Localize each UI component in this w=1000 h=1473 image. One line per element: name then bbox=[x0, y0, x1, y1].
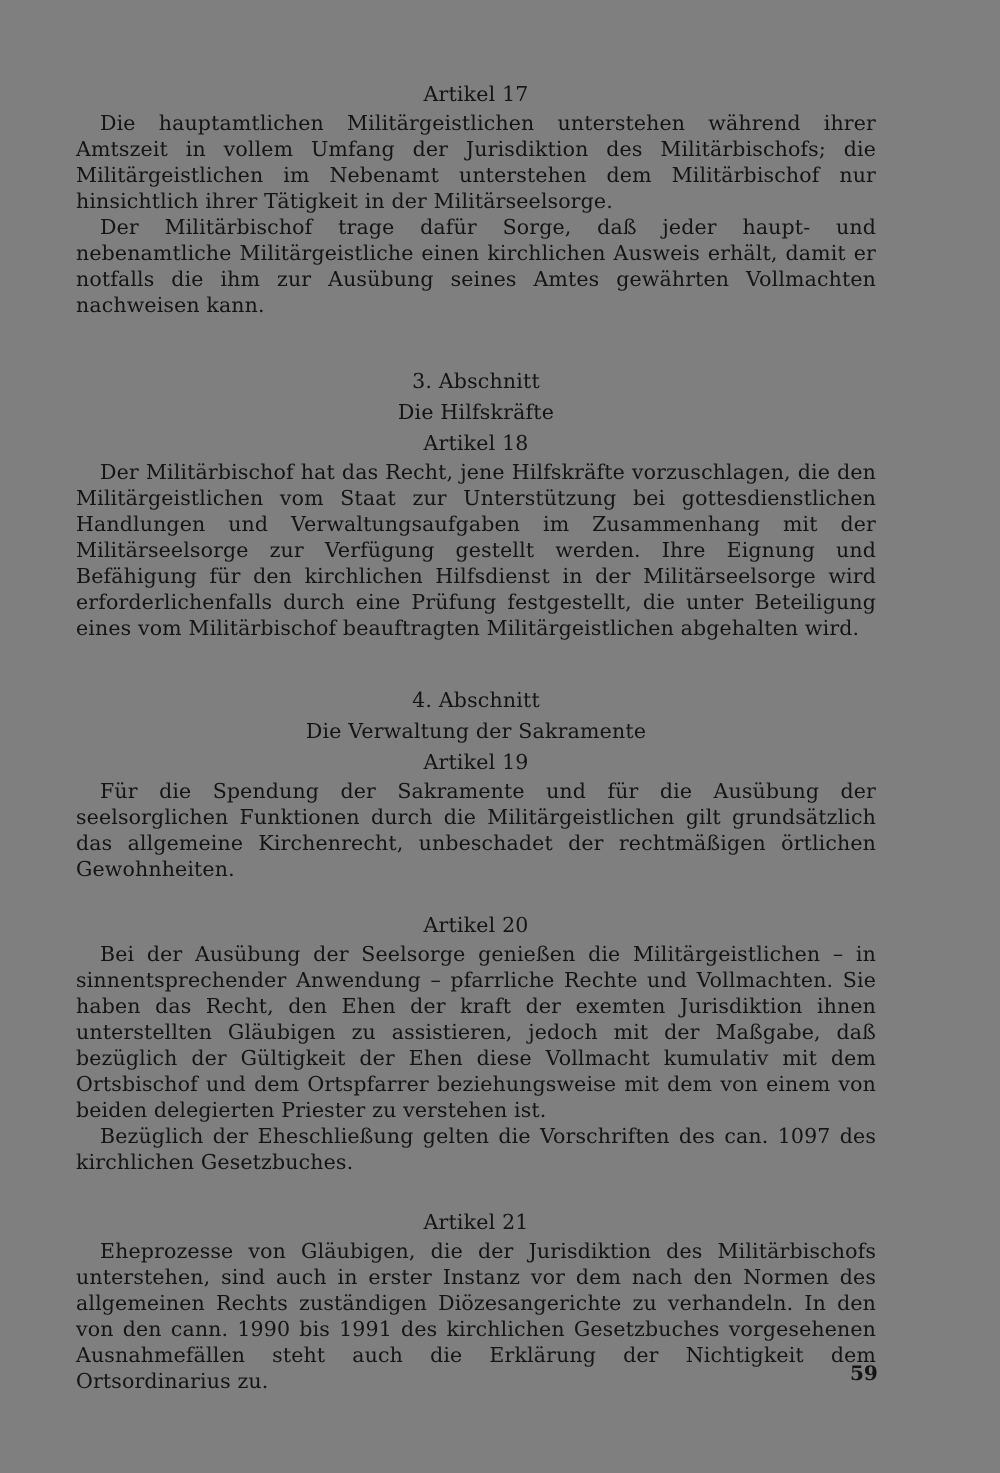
article-21-paragraph-1: Eheprozesse von Gläubigen, die der Jurisdiktion des Militärbischofs unterstehen, sind auch in erster Instanz vor dem nach den Normen des allgemeinen Rechts zuständigen Diözesangerichte zu verhandeln. In den von den cann. 1990 bis 1991 des kirchlichen Gesetzbuches vorgesehenen Ausnahmefällen steht auch die Erklärung der Nichtigkeit dem Ortsordinarius zu. bbox=[76, 1239, 876, 1393]
spacer bbox=[76, 641, 876, 685]
article-20-heading: Artikel 20 bbox=[423, 913, 529, 937]
document-page bbox=[76, 79, 876, 1394]
section-3-title: Die Hilfskräfte bbox=[397, 400, 555, 424]
spacer bbox=[76, 882, 876, 910]
section-4-title: Die Verwaltung der Sakramente bbox=[305, 719, 647, 743]
article-17-paragraph-1: Die hauptamtlichen Militärgeistlichen unterstehen während ihrer Amtszeit in vollem Umfang der Jurisdiktion des Militärbischofs; die Militärgeistlichen im Nebenamt unterstehen dem Militärbischof nur hinsichtlich ihrer Tätigkeit in der Militärseelsorge. bbox=[76, 111, 876, 213]
article-17-paragraph-2: Der Militärbischof trage dafür Sorge, daß jeder haupt- und nebenamtliche Militärgeistliche einen kirchlichen Ausweis erhält, damit er notfalls die ihm zur Ausübung seines Amtes gewährten Vollmachten nachweisen kann. bbox=[76, 215, 876, 317]
page-number: 59 bbox=[850, 1361, 878, 1385]
article-20-paragraph-2: Bezüglich der Eheschließung gelten die Vorschriften des can. 1097 des kirchlichen Gesetzbuches. bbox=[76, 1124, 876, 1174]
spacer bbox=[76, 1175, 876, 1207]
article-18-heading: Artikel 18 bbox=[423, 431, 529, 455]
article-20-paragraph-1: Bei der Ausübung der Seelsorge genießen die Militärgeistlichen – in sinnentsprechender Anwendung – pfarrliche Rechte und Vollmachten. Sie haben das Recht, den Ehen der kraft der exemten Jurisdiktion ihnen unterstellten Gläubigen zu assistieren, jedoch mit der Maßgabe, daß bezüglich der Gültigkeit der Ehen diese Vollmacht kumulativ mit dem Ortsbischof und dem Ortspfarrer beziehungsweise mit dem von einem von beiden delegierten Priester zu verstehen ist. bbox=[76, 942, 876, 1122]
article-17-heading: Artikel 17 bbox=[423, 82, 529, 106]
spacer bbox=[76, 318, 876, 366]
article-19-paragraph-1: Für die Spendung der Sakramente und für die Ausübung der seelsorglichen Funktionen durch die Militärgeistlichen gilt grundsätzlich das allgemeine Kirchenrecht, unbeschadet der rechtmäßigen örtlichen Gewohnheiten. bbox=[76, 779, 876, 881]
article-18-paragraph-1: Der Militärbischof hat das Recht, jene Hilfskräfte vorzuschlagen, die den Militärgeistlichen vom Staat zur Unterstützung bei gottesdienstlichen Handlungen und Verwaltungsaufgaben im Zusammenhang mit der Militärseelsorge zur Verfügung gestellt werden. Ihre Eignung und Befähigung für den kirchlichen Hilfsdienst in der Militärseelsorge wird erforderlichenfalls durch eine Prüfung festgestellt, die unter Beteiligung eines vom Militärbischof beauftragten Militärgeistlichen abgehalten wird. bbox=[76, 460, 876, 640]
section-4-number: 4. Abschnitt bbox=[412, 688, 540, 712]
section-3-number: 3. Abschnitt bbox=[412, 369, 540, 393]
article-19-heading: Artikel 19 bbox=[423, 750, 529, 774]
article-21-heading: Artikel 21 bbox=[423, 1210, 529, 1234]
